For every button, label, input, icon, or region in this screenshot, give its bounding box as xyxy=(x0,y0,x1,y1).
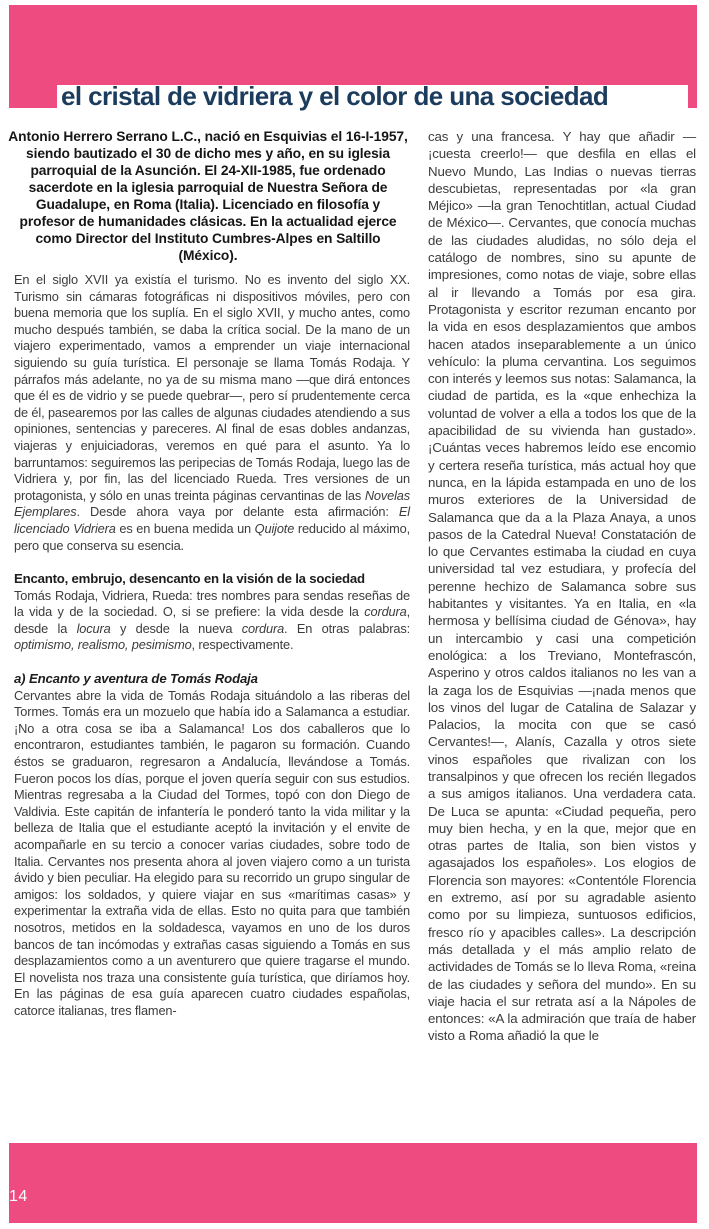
body-paragraph: En el siglo XVII ya existía el turismo. No es invento del siglo XX. Turismo sin cámaras fotográficas ni dispositivos móviles, pero con buena memoria que los suplía. En el siglo XVII, y mucho antes, como mucho después también, se daba la crítica social. De la mano de un viajero experimentado, vamos a emprender un viaje internacional siguiendo su guía turística. El personaje se llama Tomás Rodaja. Y párrafos más adelante, no ya de su misma mano —que dirá entonces que él es de vidrio y se puede quebrar—, pero sí prudentemente cerca de él, pasearemos por las calles de algunas ciudades atendiendo a sus opiniones, sentencias y pareceres. Al final de esas dobles andanzas, viajeras y enjuiciadoras, veremos en qué para el asunto. Ya lo barruntamos: seguiremos las peripecias de Tomás Rodaja, luego las de Vidriera y, por fin, las del licenciado Rueda. Tres versiones de un protagonista, y sólo en unas treinta páginas cervantinas de las Novelas Ejemplares. Desde ahora vaya por delante esta afirmación: El licenciado Vidriera es en buena medida un Quijote reducido al máximo, pero que conserva su esencia. xyxy=(14,272,410,553)
author-bio: Antonio Herrero Serrano L.C., nació en Esquivias el 16-I-1957, siendo bautizado el 30 de dicho mes y año, en su iglesia parroquial de la Asunción. El 24-XII-1985, fue ordenado sacerdote en la iglesia parroquial de Nuestra Señora de Guadalupe, en Roma (Italia). Licenciado en filosofía y profesor de humanidades clásicas. En la actualidad ejerce como Director del Instituto Cumbres-Alpes en Saltillo (México). xyxy=(8,129,408,263)
body-paragraph: cas y una francesa. Y hay que añadir —¡cuesta creerlo!— que desfila en ellas el Nuevo Mundo, Las Indias o nuevas tierras descubietas, representadas por «la gran Méjico» —la gran Tenochtitlan, actual Ciudad de México—. Cervantes, que conocía muchas de las ciudades aludidas, no sólo deja el catálogo de nombres, sino su apunte de impresiones, como notas de viaje, sobre ellas al ir llevando a Tomás por esa gira. Protagonista y escritor rezuman encanto por la vida en esos desplazamientos que ambos hacen atados inseparablemente a un único vehículo: la pluma cervantina. Los seguimos con interés y leemos sus notas: Salamanca, la ciudad de partida, es la «que enhechiza la voluntad de volver a ella a todos los que de la apacibilidad de su vivienda han gustado». ¡Cuántas veces habremos leído ese encomio y certera reseña turística, más actual hoy que nunca, en la lápida estampada en uno de los muros exteriores de la Universidad de Salamanca que da a la Plaza Anaya, a unos pasos de la Catedral Nueva! Constatación de lo que Cervantes estimaba la ciudad en cuya universidad tal vez estudiara, y profecía del perenne hechizo de Salamanca sobre sus habitantes y visitantes. Ya en Italia, en «la hermosa y bellísima ciudad de Génova», hay un intercambio y casi una competición enológica: a los Treviano, Montefrascón, Asperino y otros caldos italianos no les van a la zaga los de Esquivias —¡nada menos que los vinos del lugar de Catalina de Salazar y Palacios, la mocita con que se casó Cervantes!—, Alanís, Cazalla y otros siete vinos españoles que rivalizan con los transalpinos y que ofrecen los recién llegados a sus amigos italianos. Una verdadera cata. De Luca se apunta: «Ciudad pequeña, pero muy bien hecha, y en la que, mejor que en otras partes de Italia, son bien vistos y agasajados los españoles». Los elogios de Florencia son mayores: «Contentóle Florencia en extremo, así por su agradable asiento como por su limpieza, suntuosos edificios, fresco río y apacibles calles». La descripción más detallada y el más amplio relato de actividades de Tomás se lo lleva Roma, «reina de las ciudades y señora del mundo». En su viaje hacia el sur retrata así a la Nápoles de entonces: «A la admiración que traía de haber visto a Roma añadió la que le xyxy=(428,129,696,1044)
title-left-pink-block xyxy=(9,85,57,108)
subsection-heading: a) Encanto y aventura de Tomás Rodaja xyxy=(14,671,258,687)
body-paragraph: Cervantes abre la vida de Tomás Rodaja situándolo a las riberas del Tormes. Tomás era un mozuelo que había ido a Salamanca a estudiar. ¡No a otra cosa se iba a Salamanca! Los dos caballeros que lo encontraron, estudiantes también, le pagaron su formación. Cuando éstos se graduaron, regresaron a Andalucía, llevándose a Tomás. Fueron pocos los días, porque el joven quería seguir con sus estudios. Mientras regresaba a la Ciudad del Tormes, topó con don Diego de Valdivia. Este capitán de infantería le ponderó tanto la vida militar y la belleza de Italia que el estudiante aceptó la invitación y el envite de acompañarle en su tercio a conocer varias ciudades, sobre todo de Italia. Cervantes nos presenta ahora al joven viajero como a un turista ávido y bien peculiar. Ha elegido para su recorrido un grupo singular de amigos: los soldados, y quiere viajar en sus «marítimas casas» y experimentar la extraña vida de ellas. Esto no quita para que también nosotros, metidos en la soldadesca, vayamos en uno de los duros bancos de tan incómodas y extrañas casas siguiendo a Tomás en sus desplazamientos como a un aventurero que quiere tragarse el mundo. El novelista nos traza una consistente guía turística, que diríamos hoy. En las páginas de esa guía aparecen cuatro ciudades españolas, catorce italianas, tres flamen- xyxy=(14,687,410,1018)
title-right-pink-block xyxy=(688,85,697,108)
left-column xyxy=(14,272,410,1020)
right-column xyxy=(428,128,696,1045)
masthead-bar xyxy=(9,5,697,85)
page-number: 14 xyxy=(9,1188,28,1205)
section-heading: Encanto, embrujo, desencanto en la visión de la sociedad xyxy=(14,571,365,587)
body-paragraph: Tomás Rodaja, Vidriera, Rueda: tres nombres para sendas reseñas de la vida y de la sociedad. O, si se prefiere: la vida desde la cordura, desde la locura y desde la nueva cordura. En otras palabras: optimismo, realismo, pesimismo, respectivamente. xyxy=(14,587,410,653)
article-title: el cristal de vidriera y el color de una sociedad xyxy=(61,81,609,111)
footer-bar xyxy=(9,1143,697,1223)
